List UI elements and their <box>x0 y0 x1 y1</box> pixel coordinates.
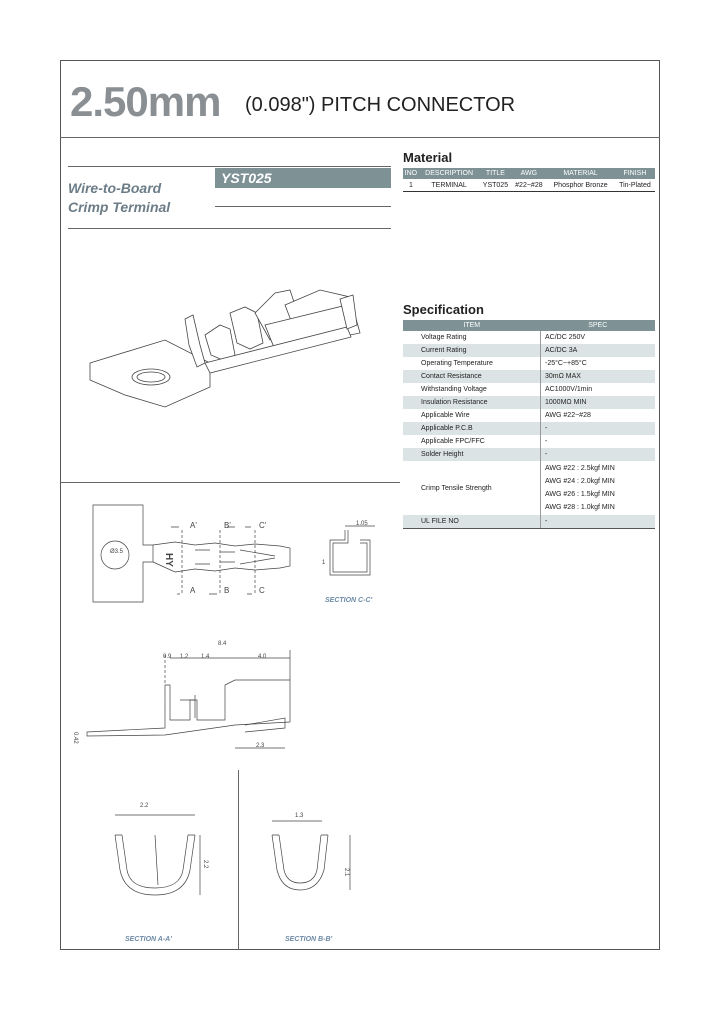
material-heading: Material <box>403 150 453 165</box>
dim-section-aa-width: 2.2 <box>140 803 149 809</box>
dim-1-4: 1.4 <box>201 654 210 660</box>
material-row <box>403 179 655 192</box>
spec-item: Operating Temperature <box>403 357 541 370</box>
dim-section-bb-height: 2.1 <box>343 868 349 877</box>
spec-value: - <box>545 438 548 445</box>
dim-1-2: 1.2 <box>180 654 189 660</box>
spec-value-crimp <box>541 461 656 515</box>
dim-4-0: 4.0 <box>258 654 267 660</box>
title-pitch-size: 2.50mm <box>70 78 221 125</box>
table-row <box>403 435 655 448</box>
side-view-drawing <box>85 640 305 750</box>
table-row <box>403 357 655 370</box>
spec-item: UL FILE NO <box>403 515 541 529</box>
drawing-area-top-rule <box>60 482 400 483</box>
spec-value: - <box>541 422 656 435</box>
material-cell: Phosphor Bronze <box>546 179 615 192</box>
top-view-drawing <box>85 500 315 610</box>
dim-section-aa-height: 2.2 <box>202 860 208 869</box>
series-badge: YST025 <box>215 168 391 188</box>
header-divider <box>60 137 660 138</box>
hole-diameter-label: Ø3.5 <box>110 549 124 555</box>
dim-0-9: 0.9 <box>163 654 172 660</box>
spec-value: AC1000V/1min <box>545 386 593 393</box>
material-col-ino: INO <box>404 170 418 177</box>
crimp-spec-line: AWG #24 : 2.0kgf MIN <box>545 478 615 485</box>
material-cell: Tin-Plated <box>615 179 655 192</box>
material-table <box>403 168 655 192</box>
section-aa-label: SECTION A-A' <box>125 936 172 943</box>
spec-item: Applicable Wire <box>403 409 541 422</box>
table-row <box>403 409 655 422</box>
title-description: (0.098") PITCH CONNECTOR <box>245 94 516 116</box>
spec-value: 30mΩ MAX <box>541 370 656 383</box>
section-mark-b-prime: B' <box>224 521 231 530</box>
spec-item: Voltage Rating <box>403 331 541 344</box>
spec-value: - <box>541 448 656 461</box>
specification-heading: Specification <box>403 302 484 317</box>
table-row <box>403 422 655 435</box>
material-cell: YST025 <box>479 179 511 192</box>
material-col-finish: FINISH <box>615 168 655 179</box>
crimp-spec-line: AWG #26 : 1.5kgf MIN <box>545 491 615 498</box>
spec-value: AWG #22~#28 <box>545 412 591 419</box>
spec-item: Applicable FPC/FFC <box>403 435 541 448</box>
product-type-line2: Crimp Terminal <box>68 199 171 215</box>
spec-item: Applicable P.C.B <box>403 422 541 435</box>
material-cell: #22~#28 <box>511 179 546 192</box>
table-row <box>403 383 655 396</box>
material-cell: TERMINAL <box>419 179 480 192</box>
spec-item-crimp: Crimp Tensile Strength <box>403 461 541 515</box>
spec-value: AC/DC 3A <box>541 344 656 357</box>
spec-item: Contact Resistance <box>403 370 541 383</box>
specification-table <box>403 320 655 529</box>
spec-item: Solder Height <box>403 448 541 461</box>
dim-section-cc-width: 1.05 <box>356 521 368 527</box>
terminal-3d-illustration <box>85 285 375 415</box>
material-col-title: TITLE <box>479 168 511 179</box>
brand-mark: HY <box>163 553 174 567</box>
spec-value: -25°C~+85°C <box>545 360 587 367</box>
material-col-material: MATERIAL <box>546 168 615 179</box>
crimp-spec-line: AWG #28 : 1.0kgf MIN <box>545 504 615 511</box>
product-type-line1: Wire-to-Board <box>68 180 162 196</box>
dim-total-length: 8.4 <box>218 641 227 647</box>
dim-section-cc-height: 1 <box>322 560 326 566</box>
spec-value: 1000MΩ MIN <box>541 396 656 409</box>
table-row <box>403 331 655 344</box>
section-mark-a-prime: A' <box>190 521 197 530</box>
table-row <box>403 448 655 461</box>
table-row <box>403 461 655 515</box>
spec-value: AC/DC 250V <box>545 334 586 341</box>
section-mark-c-prime: C' <box>259 521 267 530</box>
crimp-spec-line: AWG #22 : 2.5kgf MIN <box>545 465 615 472</box>
section-mark-c: C <box>259 586 265 595</box>
material-cell: 1 <box>403 179 419 192</box>
series-rule <box>215 206 391 207</box>
section-mark-a: A <box>190 586 196 595</box>
spec-item: Insulation Resistance <box>403 396 541 409</box>
dim-section-bb-width: 1.3 <box>295 813 304 819</box>
product-top-rule <box>68 166 391 167</box>
spec-col-spec: SPEC <box>541 320 656 331</box>
section-cc-drawing <box>320 520 390 590</box>
spec-item: Withstanding Voltage <box>403 383 541 396</box>
table-row <box>403 344 655 357</box>
table-row <box>403 370 655 383</box>
dim-thickness: 0.42 <box>72 732 78 744</box>
spec-item: Current Rating <box>403 344 541 357</box>
table-row <box>403 396 655 409</box>
spec-value: - <box>541 515 656 529</box>
spec-col-item: ITEM <box>403 320 541 331</box>
section-cc-label: SECTION C-C' <box>325 597 373 604</box>
section-divider <box>238 770 239 950</box>
product-bottom-rule <box>68 228 391 229</box>
section-mark-b: B <box>224 586 230 595</box>
material-col-awg: AWG <box>511 168 546 179</box>
table-row <box>403 515 655 529</box>
section-bb-label: SECTION B-B' <box>285 936 333 943</box>
material-col-description: DESCRIPTION <box>419 168 480 179</box>
section-aa-drawing <box>100 810 210 920</box>
dim-2-3: 2.3 <box>256 743 265 749</box>
